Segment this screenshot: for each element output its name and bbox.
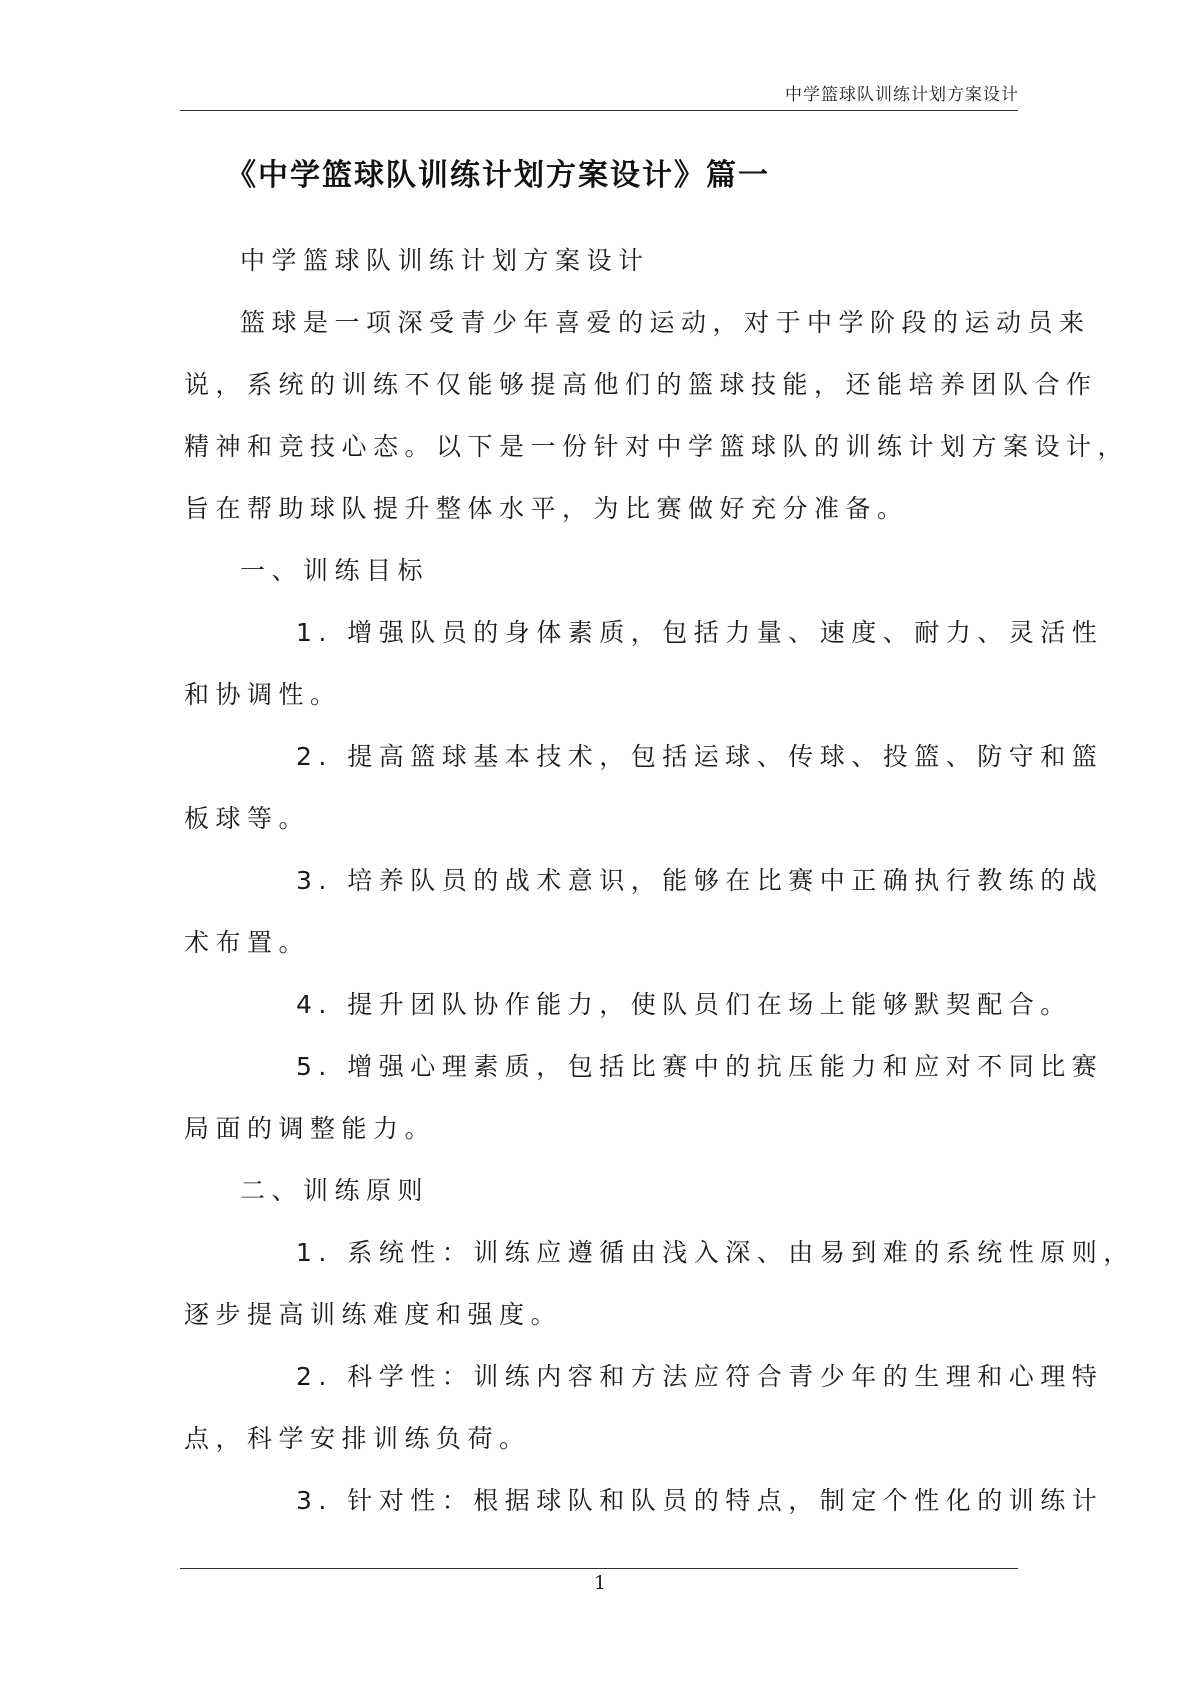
list-item-line: 1. 增强队员的身体素质，包括力量、速度、耐力、灵活性	[296, 618, 1104, 647]
paragraph-line: 说，系统的训练不仅能够提高他们的篮球技能，还能培养团队合作	[184, 370, 1098, 399]
footer-divider	[180, 1568, 1018, 1569]
list-item-line: 局面的调整能力。	[184, 1114, 437, 1143]
list-item-line: 术布置。	[184, 928, 311, 957]
paragraph-line: 旨在帮助球队提升整体水平，为比赛做好充分准备。	[184, 494, 909, 523]
list-item-line: 2. 科学性：训练内容和方法应符合青少年的生理和心理特	[296, 1362, 1104, 1391]
section-heading: 一、训练目标	[240, 556, 430, 585]
list-item-line: 4. 提升团队协作能力，使队员们在场上能够默契配合。	[296, 990, 1072, 1019]
section-heading: 二、训练原则	[240, 1176, 430, 1205]
subtitle-line: 中学篮球队训练计划方案设计	[240, 246, 650, 275]
list-item-line: 逐步提高训练难度和强度。	[184, 1300, 563, 1329]
list-item-line: 板球等。	[184, 804, 311, 833]
list-item-line: 2. 提高篮球基本技术，包括运球、传球、投篮、防守和篮	[296, 742, 1104, 771]
list-item-line: 3. 培养队员的战术意识，能够在比赛中正确执行教练的战	[296, 866, 1104, 895]
paragraph-line: 精神和竞技心态。以下是一份针对中学篮球队的训练计划方案设计，	[184, 432, 1130, 461]
list-item-line: 1. 系统性：训练应遵循由浅入深、由易到难的系统性原则，	[296, 1238, 1135, 1267]
list-item-line: 和协调性。	[184, 680, 342, 709]
document-title: 《中学篮球队训练计划方案设计》篇一	[226, 158, 770, 193]
list-item-line: 3. 针对性：根据球队和队员的特点，制定个性化的训练计	[296, 1486, 1104, 1515]
list-item-line: 点，科学安排训练负荷。	[184, 1424, 531, 1453]
header-divider	[180, 110, 1018, 111]
running-header: 中学篮球队训练计划方案设计	[785, 85, 1019, 105]
document-body	[184, 230, 1135, 1532]
list-item-line: 5. 增强心理素质，包括比赛中的抗压能力和应对不同比赛	[296, 1052, 1104, 1081]
page-number: 1	[593, 1572, 607, 1594]
paragraph-line: 篮球是一项深受青少年喜爱的运动，对于中学阶段的运动员来	[240, 308, 1091, 337]
